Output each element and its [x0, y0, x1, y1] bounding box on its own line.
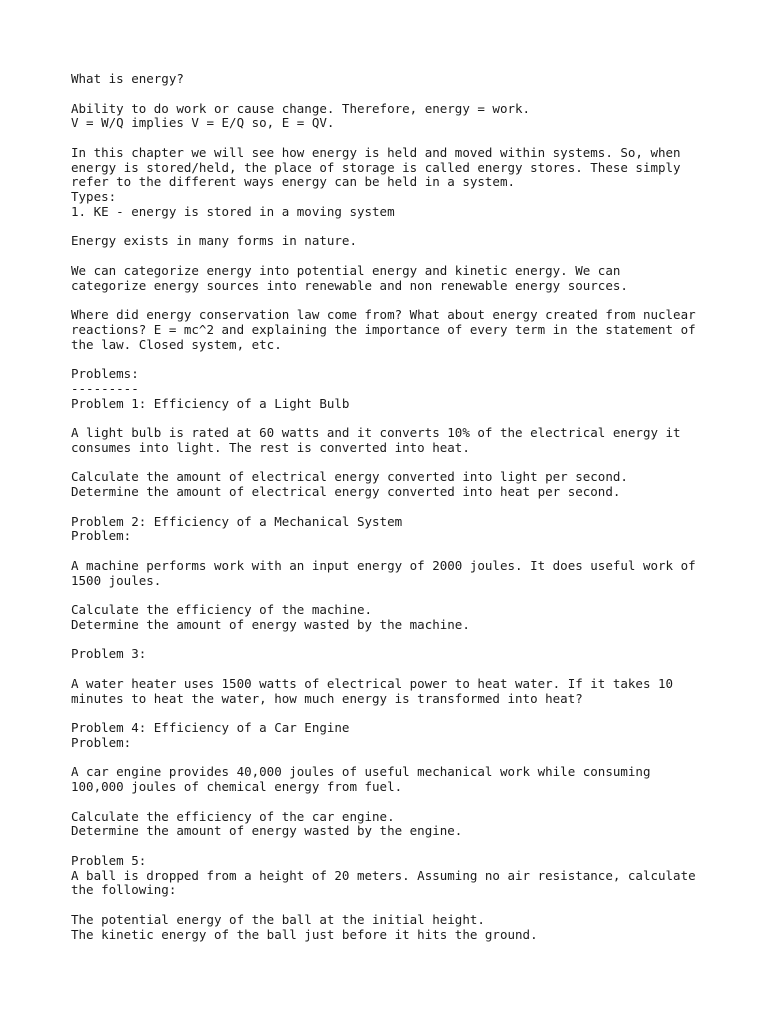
- document-text: What is energy? Ability to do work or cause change. Therefore, energy = work. V = W/Q implies V = E/Q so, E = QV. In this chapter we will see how energy is held and moved within systems. So, when energy is stored/held, the place of storage is called energy stores. These simply refer to the different ways energy can be held in a system. Types: 1. KE - energy is stored in a moving system Energy exists in many forms in nature. We can categorize energy into potential energy and kinetic energy. We can categorize energy sources into renewable and non renewable energy sources. Where did energy conservation law come from? What about energy created from nuclear reactions? E = mc^2 and explaining the importance of every term in the statement of the law. Closed system, etc. Problems: --------- Problem 1: Efficiency of a Light Bulb A light bulb is rated at 60 watts and it converts 10% of the electrical energy it consumes into light. The rest is converted into heat. Calculate the amount of electrical energy converted into light per second. Determine the amount of electrical energy converted into heat per second. Problem 2: Efficiency of a Mechanical System Problem: A machine performs work with an input energy of 2000 joules. It does useful work of 1500 joules. Calculate the efficiency of the machine. Determine the amount of energy wasted by the machine. Problem 3: A water heater uses 1500 watts of electrical power to heat water. If it takes 10 minutes to heat the water, how much energy is transformed into heat? Problem 4: Efficiency of a Car Engine Problem: A car engine provides 40,000 joules of useful mechanical work while consuming 100,000 joules of chemical energy from fuel. Calculate the efficiency of the car engine. Determine the amount of energy wasted by the engine. Problem 5: A ball is dropped from a height of 20 meters. Assuming no air resistance, calculate the following: The potential energy of the ball at the initial height. The kinetic energy of the ball just before it hits the ground.: [71, 71, 696, 942]
